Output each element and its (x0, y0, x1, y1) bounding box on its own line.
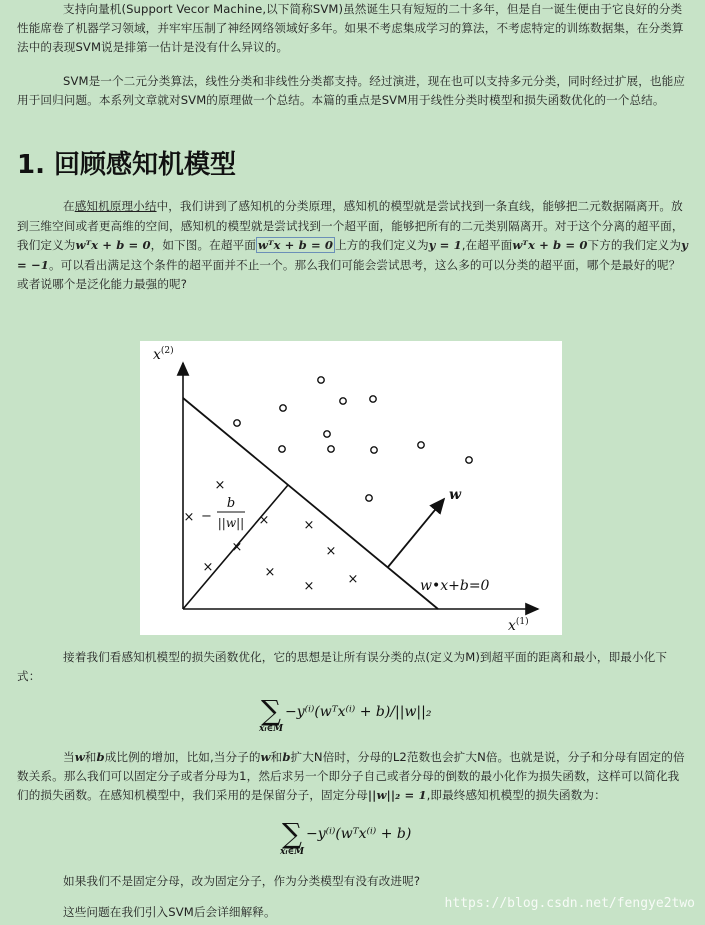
intro-paragraph-2: SVM是一个二元分类算法，线性分类和非线性分类都支持。经过演进，现在也可以支持多元分类，同时经过扩展，也能应用于回归问题。本系列文章就对SVM的原理做一个总结。本篇的重点是SVM用于线性分类时模型和损失函数优化的一个总结。 (17, 74, 685, 107)
negative-point: × (303, 579, 315, 594)
loss-intro-paragraph: 接着我们看感知机模型的损失函数优化，它的思想是让所有误分类的点(定义为M)到超平面的距离和最小，即最小化下式： (17, 650, 668, 683)
positive-point (318, 377, 324, 383)
negative-point: × (214, 478, 226, 493)
negative-point: × (231, 540, 243, 555)
positive-point (280, 405, 286, 411)
positive-point (279, 446, 285, 452)
positive-point (366, 495, 372, 501)
positive-points (234, 377, 472, 501)
hyperplane-label: w•x+b=0 (420, 578, 490, 594)
negative-point: × (325, 544, 337, 559)
perceptron-paragraph: 在感知机原理小结中，我们讲到了感知机的分类原理，感知机的模型就是尝试找到一条直线，能够把二元数据隔离开。放到三维空间或者更高维的空间，感知机的模型就是尝试找到一个超平面，能够把所有的二元类别隔离开。对于这个分离的超平面，我们定义为wᵀx + b = 0，如下图。在超平面 wᵀx + b = 0 上方的我们定义为y = 1,在超平面wᵀx + b = 0下方的我们定义为y = −1。可以看出满足这个条件的超平面并不止一个。那么我们可能会尝试思考，这么多的可以分类的超平面，哪个是最好的呢？或者说哪个是泛化能力最强的呢? (17, 199, 688, 291)
formula-body: −y⁽ⁱ⁾(wᵀx⁽ⁱ⁾ + b) (306, 826, 412, 842)
perceptron-link[interactable]: 感知机原理小结 (74, 199, 157, 213)
watermark: https://blog.csdn.net/fengye2two (444, 896, 695, 911)
positive-point (328, 446, 334, 452)
question-paragraph: 如果我们不是固定分母，改为固定分子，作为分类模型有没有改进呢? (63, 874, 421, 888)
hyperplane-line (183, 398, 438, 609)
loss-formula-2 (280, 817, 442, 860)
formula-body: −y⁽ⁱ⁾(wᵀx⁽ⁱ⁾ + b)/||w||₂ (285, 704, 432, 720)
scaling-paragraph: 当w和b成比例的增加，比如,当分子的w和b扩大N倍时，分母的L2范数也会扩大N倍。也就是说，分子和分母有固定的倍数关系。那么我们可以固定分子或者分母为1，然后求另一个即分子自己或者分母的倒数的最小化作为损失函数，这样可以简化我们的损失函数。在感知机模型中，我们采用的是保留分子，固定分母||w||₂ = 1,即最终感知机模型的损失函数为： (17, 750, 685, 802)
fraction-denominator: ||w|| (217, 516, 245, 530)
positive-point (234, 420, 240, 426)
positive-point (466, 457, 472, 463)
w-label: w (449, 487, 462, 503)
positive-point (418, 442, 424, 448)
closing-paragraph: 这些问题在我们引入SVM后会详细解释。 (63, 905, 276, 919)
section-heading: 1. 回顾感知机模型 (17, 150, 237, 180)
positive-point (370, 396, 376, 402)
sum-symbol: ∑ (282, 817, 302, 850)
negative-point: × (258, 513, 270, 528)
fraction-minus: − (201, 509, 212, 524)
intro-paragraph-1: 支持向量机(Support Vecor Machine,以下简称SVM)虽然诞生只有短短的二十多年，但是自一诞生便由于它良好的分类性能席卷了机器学习领域，并牢牢压制了神经网络领域好多年。如果不考虑集成学习的算法，不考虑特定的训练数据集，在分类算法中的表现SVM说是排第一估计是没有什么异议的。 (17, 2, 684, 54)
positive-point (324, 431, 330, 437)
perceptron-figure (140, 341, 562, 635)
x-axis-label: $x^{(1)}$ (508, 617, 529, 634)
negative-point: × (303, 518, 315, 533)
perceptron-diagram (140, 341, 562, 635)
sum-symbol: ∑ (261, 694, 281, 727)
negative-point: × (183, 510, 195, 525)
w-vector-arrow (388, 499, 444, 567)
fraction-numerator: b (226, 496, 236, 511)
positive-point (371, 447, 377, 453)
positive-point (340, 398, 346, 404)
negative-point: × (202, 560, 214, 575)
sum-subscript: xᵢ∈M (280, 847, 305, 857)
negative-point: × (347, 572, 359, 587)
loss-formula-1 (259, 694, 461, 737)
sum-subscript: xᵢ∈M (259, 724, 284, 734)
negative-point: × (264, 565, 276, 580)
y-axis-label: $x^{(2)}$ (153, 346, 174, 363)
